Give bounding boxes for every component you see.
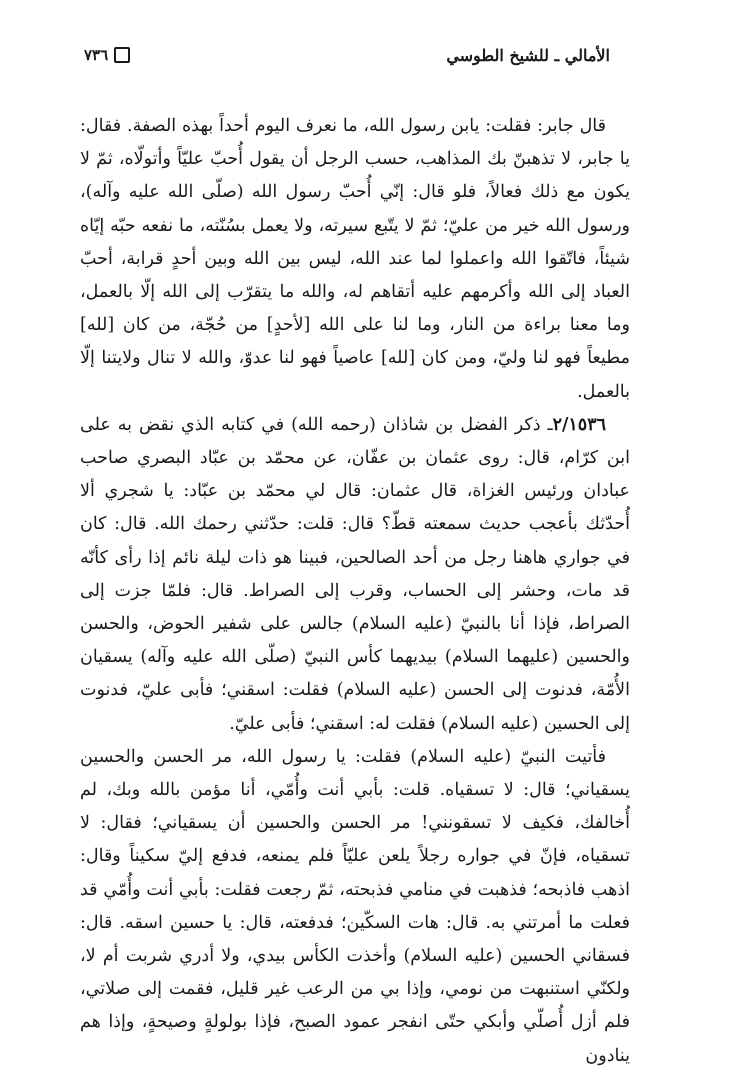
paragraph-2-text: ـ ذكر الفضل بن شاذان (رحمه الله) في كتابه الذي نقض به على ابن كرّام، قال: روى عثمان بن عفّان، عن محمّد بن عبّاد البصري صاحب عبادان ورئيس الغزاة، قال عثمان: قال لي محمّد بن عبّاد: يا شجري ألا أُحدّثك بأعجب حديث سمعته قطّ؟ قال: قلت: حدّثني رحمك الله. قال: كان في جواري هاهنا رجل من أحد الصالحين، فبينا هو ذات ليلة نائم إذا رأى كأنّه قد مات، وحشر إلى الحساب، وقرب إلى الصراط. قال: فلمّا جزت إلى الصراط، فإذا أنا بالنبيّ (عليه السلام) جالس على شفير الحوض، والحسن والحسين (عليهما السلام) بيديهما كأس النبيّ (صلّى الله عليه وآله) يسقيان الأُمّة، فدنوت إلى الحسن (عليه السلام) فقلت: اسقني؛ فأبى عليّ، فدنوت إلى الحسين (عليه السلام) فقلت له: اسقني؛ فأبى عليّ. bbox=[80, 414, 630, 734]
body-text bbox=[80, 110, 630, 1073]
page-number bbox=[84, 46, 130, 64]
paragraph-3: فأتيت النبيّ (عليه السلام) فقلت: يا رسول الله، مر الحسن والحسين يسقياني؛ قال: لا تسقياه. قلت: بأبي أنت وأُمّي، أنا مؤمن بالله وبك، لم أُخالفك، فكيف لا تسقونني! مر الحسن والحسين أن يسقياني؛ فقال: لا تسقياه، فإنّ في جواره رجلاً يلعن عليّاً فلم يمنعه، فدفع إليّ سكيناً وقال: اذهب فاذبحه؛ فذهبت في منامي فذبحته، ثمّ رجعت فقلت: بأبي أنت وأُمّي قد فعلت ما أمرتني به. قال: هات السكّين؛ فدفعته، قال: يا حسين اسقه. قال: فسقاني الحسين (عليه السلام) وأخذت الكأس بيدي، ولا أدري شربت أم لا، ولكنّي استنبهت من نومي، وإذا بي من الرعب غير قليل، فقمت إلى صلاتي، فلم أزل أُصلّي وأبكي حتّى انفجر عمود الصبح، فإذا بولولةٍ وصيحةٍ، وإذا هم ينادون bbox=[80, 746, 630, 1066]
page-box-icon bbox=[114, 47, 130, 63]
hadith-number: ٢/١٥٣٦ bbox=[552, 414, 606, 435]
page-number-text: ٧٣٦ bbox=[84, 46, 109, 64]
page-header bbox=[84, 40, 610, 70]
running-title: الأمالي ـ للشيخ الطوسي bbox=[446, 45, 610, 65]
paragraph-1: قال جابر: فقلت: يابن رسول الله، ما نعرف اليوم أحداً بهذه الصفة. فقال: يا جابر، لا تذهبنّ بك المذاهب، حسب الرجل أن يقول أُحبّ عليّاً وأتولّاه، ثمّ لا يكون مع ذلك فعالاً، فلو قال: إنّي أُحبّ رسول الله (صلّى الله عليه وآله)، ورسول الله خير من عليّ؛ ثمّ لا يتّبع سيرته، ولا يعمل بسُنّته، ما نفعه حبّه إيّاه شيئاً، فاتّقوا الله واعملوا لما عند الله، ليس بين الله وبين أحدٍ قرابة، أحبّ العباد إلى الله وأكرمهم عليه أتقاهم له، والله ما يتقرّب إلى الله إلّا بالعمل، وما معنا براءة من النار، وما لنا على الله [لأحدٍ] من حُجّة، من كان [لله] مطيعاً فهو لنا وليّ، ومن كان [لله] عاصياً فهو لنا عدوّ، والله لا تنال ولايتنا إلّا بالعمل. bbox=[80, 116, 630, 402]
paragraph-2 bbox=[80, 409, 630, 741]
